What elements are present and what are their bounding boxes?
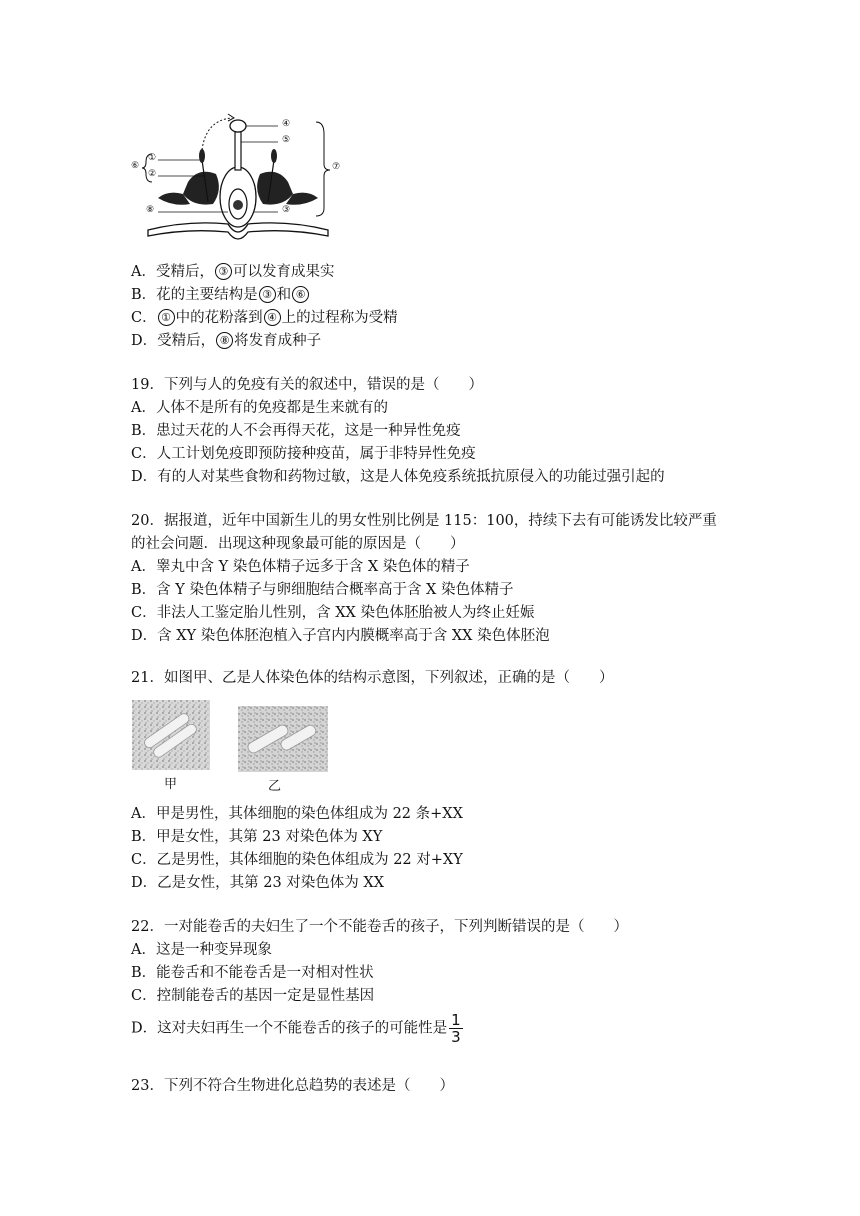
chromosome-photo-jia xyxy=(132,700,210,770)
chromosome-photo-yi xyxy=(238,706,328,772)
q20-option-d: D．含 XY 染色体胚泡植入子宫内内膜概率高于含 XX 染色体胚泡 xyxy=(131,628,550,644)
figure-label-4: ④ xyxy=(282,119,291,129)
q19-option-b: B．患过天花的人不会再得天花，这是一种异性免疫 xyxy=(131,423,461,439)
q20-option-c: C．非法人工鉴定胎儿性别，含 XX 染色体胚胎被人为终止妊娠 xyxy=(131,605,535,621)
q22-option-c: C．控制能卷舌的基因一定是显性基因 xyxy=(131,988,375,1004)
q23-stem: 23．下列不符合生物进化总趋势的表述是（ ） xyxy=(131,1078,454,1094)
figure-label-jia: 甲 xyxy=(164,777,178,792)
figure-label-8: ⑧ xyxy=(146,205,155,215)
q18-option-a: A．受精后， ③ 可以发育成果实 xyxy=(131,264,335,280)
q22-option-d xyxy=(131,1012,463,1045)
figure-label-yi: 乙 xyxy=(268,779,282,794)
q19-option-d: D．有的人对某些食物和药物过敏，这是人体免疫系统抵抗原侵入的功能过强引起的 xyxy=(131,469,665,485)
figure-label-3: ③ xyxy=(282,205,291,215)
q18-option-c: C． ① 中的花粉落到 ④ 上的过程称为受精 xyxy=(131,310,398,326)
q20-stem-line2: 的社会问题．出现这种现象最可能的原因是（ ） xyxy=(131,536,465,552)
q21-stem: 21．如图甲、乙是人体染色体的结构示意图，下列叙述，正确的是（ ） xyxy=(131,670,614,686)
q22-stem: 22．一对能卷舌的夫妇生了一个不能卷舌的孩子，下列判断错误的是（ ） xyxy=(131,919,628,935)
fraction-numerator: 1 xyxy=(451,1011,461,1029)
figure-label-5: ⑤ xyxy=(282,135,291,145)
q21-option-a: A．甲是男性，其体细胞的染色体组成为 22 条+XX xyxy=(131,806,463,822)
q21-option-c: C．乙是男性，其体细胞的染色体组成为 22 对+XY xyxy=(131,852,463,868)
q19-option-c: C．人工计划免疫即预防接种疫苗，属于非特异性免疫 xyxy=(131,446,476,462)
figure-label-2: ② xyxy=(148,169,157,179)
q18-option-b: B．花的主要结构是 ③ 和 ⑥ xyxy=(131,285,310,305)
q20-option-a: A．睾丸中含 Y 染色体精子远多于含 X 染色体的精子 xyxy=(131,559,470,575)
q20-stem-line1: 20．据报道，近年中国新生儿的男女性别比例是 115：100，持续下去有可能诱发比较严重 xyxy=(131,513,717,529)
q18-option-d: D．受精后， ⑧ 将发育成种子 xyxy=(131,333,322,349)
figure-label-1: ① xyxy=(148,153,157,163)
q19-option-a: A．人体不是所有的免疫都是生来就有的 xyxy=(131,400,388,416)
q21-option-b: B．甲是女性，其第 23 对染色体为 XY xyxy=(131,829,383,845)
q22-option-b: B．能卷舌和不能卷舌是一对相对性状 xyxy=(131,965,374,981)
q20-option-b: B．含 Y 染色体精子与卵细胞结合概率高于含 X 染色体精子 xyxy=(131,582,514,598)
figure-label-7: ⑦ xyxy=(332,162,341,172)
flower-structure-figure xyxy=(128,112,348,252)
figure-label-6: ⑥ xyxy=(131,161,140,171)
q21-option-d: D．乙是女性，其第 23 对染色体为 XX xyxy=(131,875,385,891)
fraction xyxy=(449,1012,463,1045)
q22-option-a: A．这是一种变异现象 xyxy=(131,942,272,958)
q22-option-d-text: D．这对夫妇再生一个不能卷舌的孩子的可能性是 xyxy=(131,1020,448,1037)
q19-stem: 19．下列与人的免疫有关的叙述中，错误的是（ ） xyxy=(131,377,483,393)
fraction-denominator: 3 xyxy=(451,1028,461,1046)
